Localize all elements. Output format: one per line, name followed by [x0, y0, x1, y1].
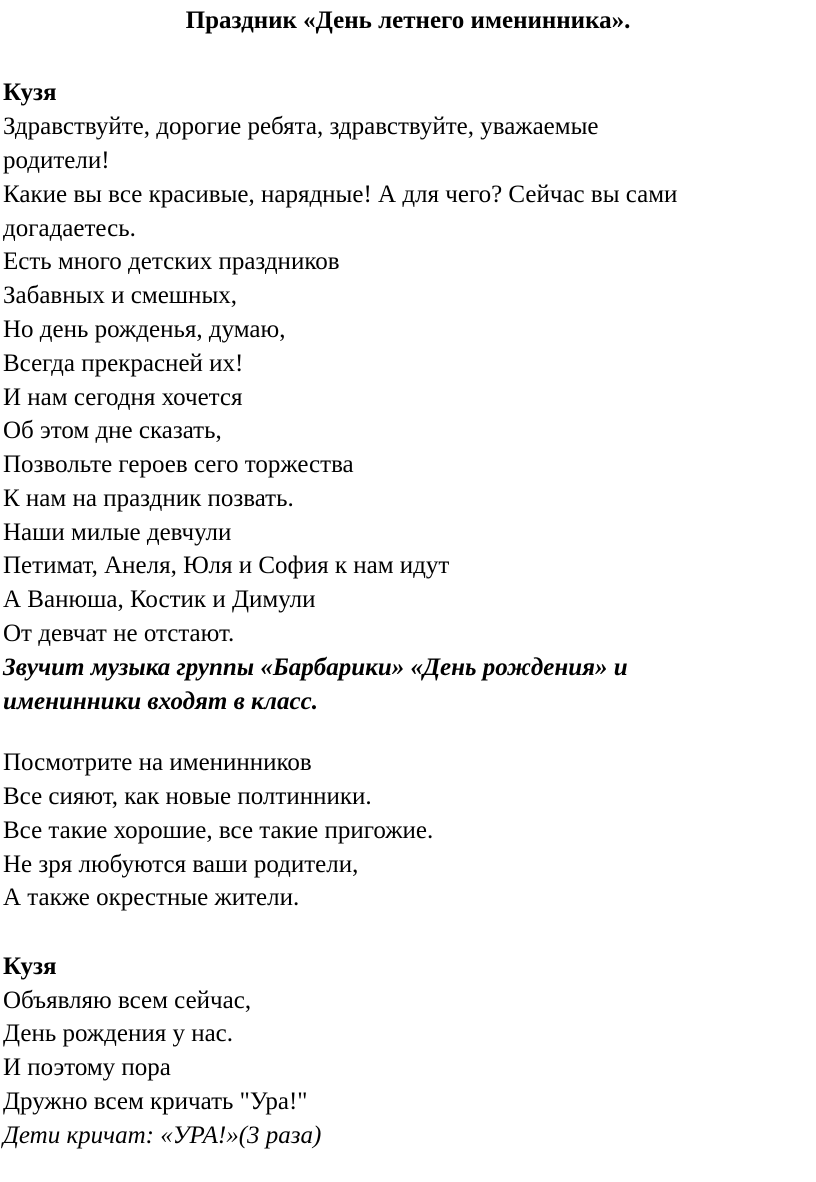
text-line: Все сияют, как новые полтинники. [3, 783, 372, 810]
text-line: родители! [3, 147, 110, 174]
text-line: И нам сегодня хочется [3, 384, 243, 411]
text-line: Наши милые девчули [3, 519, 232, 546]
text-line: Но день рожденья, думаю, [3, 316, 286, 343]
stage-direction: Дети кричат: «УРА!»(3 раза) [3, 1122, 322, 1149]
text-line: День рождения у нас. [3, 1020, 234, 1047]
text-line: Все такие хорошие, все такие пригожие. [3, 817, 434, 844]
text-line: Есть много детских праздников [3, 248, 340, 275]
text-line: Позвольте героев сего торжества [3, 451, 354, 478]
stage-direction: Звучит музыка группы «Барбарики» «День рождения» и [3, 654, 628, 681]
text-line: Здравствуйте, дорогие ребята, здравствуйте, уважаемые [3, 113, 599, 140]
text-line: И поэтому пора [3, 1054, 171, 1081]
text-line: Не зря любуются ваши родители, [3, 851, 359, 878]
text-line: Забавных и смешных, [3, 282, 237, 309]
text-line: К нам на праздник позвать. [3, 485, 294, 512]
text-line: А также окрестные жители. [3, 884, 300, 911]
text-line: Объявляю всем сейчас, [3, 987, 252, 1014]
text-line: А Ванюша, Костик и Димули [3, 586, 316, 613]
document-title: Праздник «День летнего именинника». [185, 7, 631, 34]
text-line: Всегда прекрасней их! [3, 350, 244, 377]
text-line: Посмотрите на именинников [3, 749, 312, 776]
speaker-name: Кузя [3, 953, 57, 980]
text-line: Дружно всем кричать "Ура!" [3, 1088, 308, 1115]
speaker-name: Кузя [3, 79, 57, 106]
text-line: догадаетесь. [3, 215, 136, 242]
text-line: Об этом дне сказать, [3, 417, 222, 444]
text-line: Петимат, Анеля, Юля и София к нам идут [3, 552, 450, 579]
text-line: От девчат не отстают. [3, 620, 235, 647]
stage-direction: именинники входят в класс. [3, 688, 318, 715]
text-line: Какие вы все красивые, нарядные! А для чего? Сейчас вы сами [3, 181, 678, 208]
